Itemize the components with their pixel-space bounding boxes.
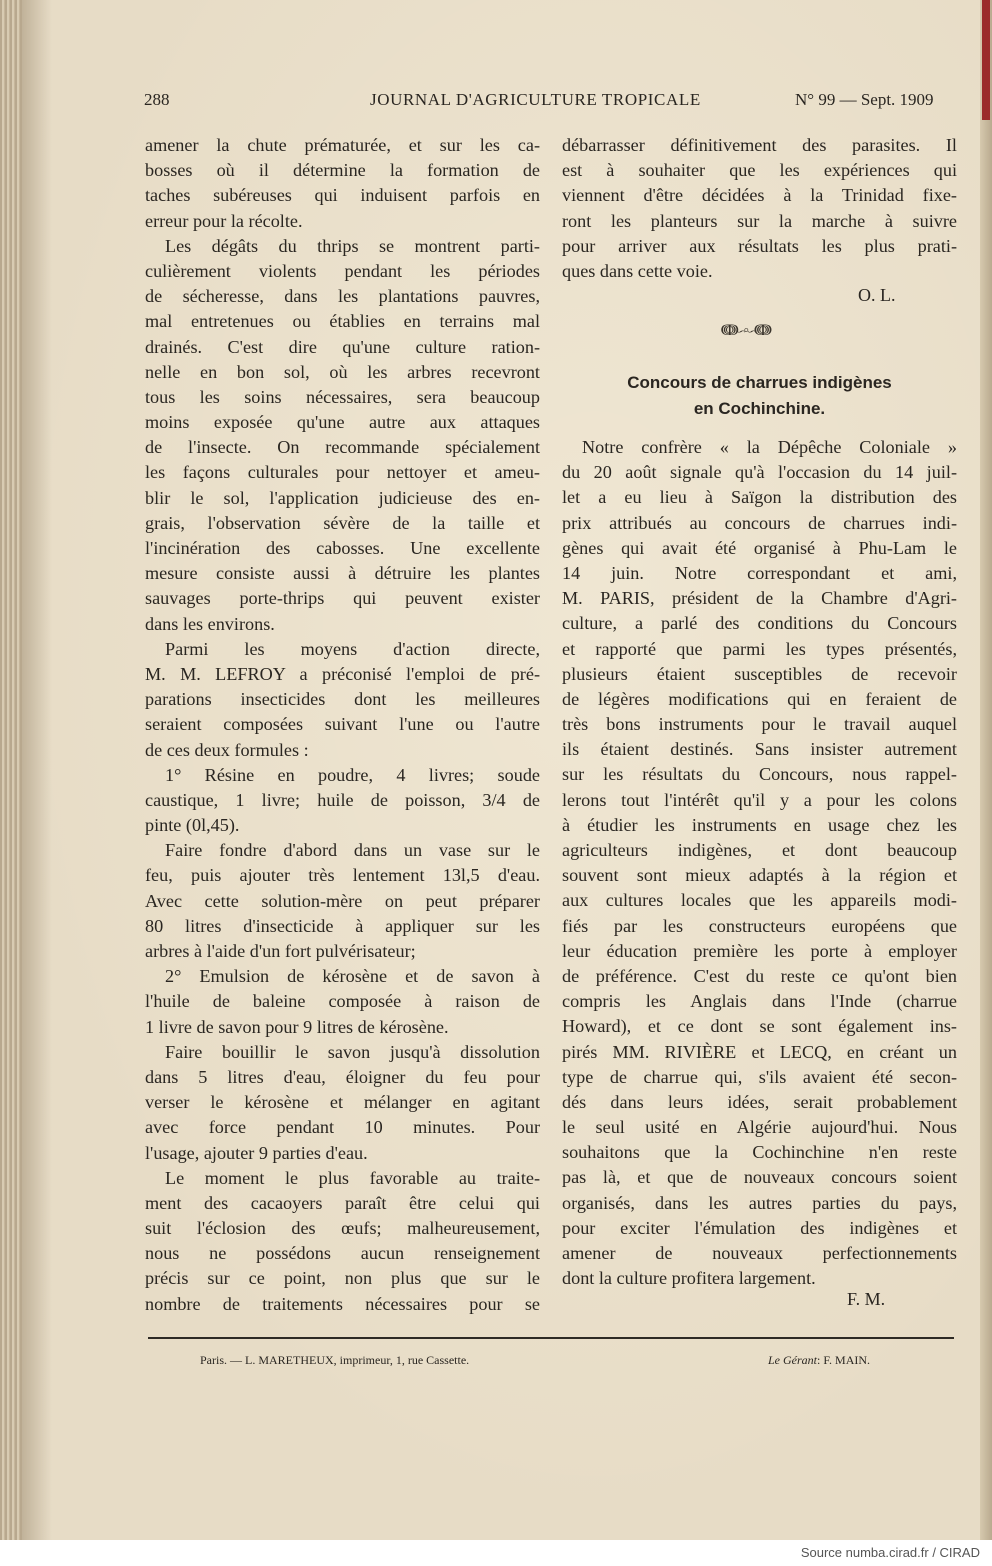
paragraph (145, 763, 540, 839)
source-credit: Source numba.cirad.fr / CIRAD (800, 1545, 980, 1560)
text-line: arbres à l'aide d'un fort pulvérisateur; (145, 941, 416, 961)
text-line: pinte (0l,45). (145, 815, 240, 836)
text-line: viennent d'être décidées à la Trinidad fixe- (562, 185, 957, 206)
paragraph (145, 964, 540, 1040)
text-line: ques dans cette voie. (562, 260, 713, 281)
manager-label: Le Gérant (768, 1353, 817, 1367)
text-line: de sécheresse, dans les plantations pauvres, (145, 286, 540, 307)
text-line: plusieurs étaient susceptibles de recevoir (562, 663, 957, 684)
ornament-divider: ↈ∽◦∽ↈ (721, 322, 770, 339)
text-line: Faire fondre d'abord dans un vase sur le (165, 840, 540, 861)
text-line: de ces deux formules : (145, 739, 309, 760)
text-line: dont la culture profitera largement. (562, 1268, 816, 1289)
text-line: dans les environs. (145, 613, 275, 634)
text-line: compris les Anglais dans l'Inde (charrue (562, 991, 957, 1012)
text-line: parations insecticides dont les meilleures (145, 689, 540, 710)
text-line: du 20 août signale qu'à l'occasion du 14 juil- (562, 462, 957, 483)
text-line: nelle en bon sol, où les arbres recevront (145, 361, 540, 382)
paragraph (145, 1040, 540, 1166)
page-number: 288 (144, 90, 170, 109)
text-line: organisés, dans les autres parties du pays, (562, 1192, 957, 1213)
text-line: aux cultures locales que les appareils modi- (562, 890, 957, 911)
heading-line-2: en Cochinchine. (693, 399, 826, 418)
text-line: avec force pendant 10 minutes. Pour (145, 1117, 540, 1138)
text-line: très bons instruments pour le travail auquel (562, 714, 957, 735)
text-line: pas là, et que de nouveaux concours soient (562, 1167, 957, 1188)
text-line: débarrasser définitivement des parasites. Il (562, 135, 957, 155)
text-line: let a eu lieu à Saïgon la distribution des (562, 487, 957, 508)
text-line: sauvages porte-thrips qui peuvent exister (145, 588, 540, 609)
text-line: les façons culturales pour nettoyer et ameu- (145, 462, 540, 483)
text-line: est à souhaiter que les expériences qui (562, 160, 957, 181)
text-line: seraient composées suivant l'une ou l'autre (145, 714, 540, 735)
printer-imprint: Paris. — L. MARETHEUX, imprimeur, 1, rue Cassette. (200, 1353, 470, 1367)
text-line: Faire bouillir le savon jusqu'à dissolution (165, 1041, 540, 1062)
text-line: souhaitons que la Cochinchine n'en reste (562, 1142, 957, 1163)
text-line: 80 litres d'insecticide à appliquer sur les (145, 915, 540, 936)
text-line: de l'insecte. On recommande spécialement (145, 437, 540, 458)
text-line: drainés. C'est dire qu'une culture ration- (145, 336, 540, 357)
text-line: tous les soins nécessaires, sera beaucoup (145, 386, 540, 407)
text-line: 1 livre de savon pour 9 litres de kérosène. (145, 1016, 449, 1037)
text-line: amener la chute prématurée, et sur les ca- (145, 135, 540, 155)
manager-credit (768, 1353, 870, 1368)
text-line: M. PARIS, président de la Chambre d'Agri- (562, 588, 957, 609)
text-line: leur éducation première les porte à employer (562, 940, 957, 961)
text-line: 14 juin. Notre correspondant et ami, (562, 562, 957, 583)
paragraph (562, 133, 957, 284)
signature-ol: O. L. (858, 285, 896, 305)
text-line: M. M. LEFROY a préconisé l'emploi de pré- (145, 663, 540, 684)
text-line: type de charrue qui, s'ils avaient été secon- (562, 1066, 957, 1087)
footer-rule (148, 1337, 954, 1339)
text-line: Le moment le plus favorable au traite- (165, 1167, 540, 1188)
binding-shadow (22, 0, 52, 1540)
paragraph (145, 234, 540, 637)
text-line: le seul usité en Algérie aujourd'hui. Nous (562, 1117, 957, 1138)
text-line: ront les planteurs sur la marche à suivre (562, 210, 957, 231)
text-line: grais, l'observation sévère de la taille et (145, 512, 540, 533)
text-line: nombre de traitements nécessaires pour se (145, 1293, 540, 1314)
text-line: Howard), et ce dont se sont également ins- (562, 1016, 957, 1037)
heading-line-1: Concours de charrues indigènes (627, 373, 892, 392)
right-column-continuation (562, 133, 957, 284)
text-line: pour arriver aux résultats les plus prati- (562, 235, 957, 256)
text-line: sur les résultats du Concours, nous rappel- (562, 764, 957, 785)
text-line: suit l'éclosion des œufs; malheureusement, (145, 1218, 540, 1239)
text-line: mesure consiste aussi à détruire les plantes (145, 563, 540, 584)
text-line: moins exposée qu'une autre aux attaques (145, 412, 540, 433)
text-line: culièrement violents pendant les périodes (145, 260, 540, 281)
text-line: l'huile de baleine composée à raison de (145, 991, 540, 1012)
text-line: ment des cacaoyers paraît être celui qui (145, 1192, 540, 1213)
text-line: pour exciter l'émulation des indigènes et (562, 1217, 957, 1238)
text-line: souvent sont mieux adaptés à la région et (562, 865, 957, 886)
text-line: dans 5 litres d'eau, éloigner du feu pour (145, 1066, 540, 1087)
text-line: verser le kérosène et mélanger en agitant (145, 1092, 540, 1113)
text-line: mal entretenues ou établies en terrains mal (145, 311, 540, 332)
text-line: nous ne possédons aucun renseignement (145, 1243, 540, 1264)
paragraph (145, 1166, 540, 1317)
text-line: ils étaient destinés. Sans insister autrement (562, 739, 957, 760)
text-line: taches subéreuses qui induisent parfois en (145, 185, 540, 206)
text-line: de préférence. C'est du reste ce qu'ont bien (562, 965, 957, 986)
issue-label: N° 99 — Sept. 1909 (795, 90, 934, 109)
text-line: culture, a parlé des conditions du Concours (562, 613, 957, 634)
book-binding-edge (0, 0, 22, 1540)
running-title: JOURNAL D'AGRICULTURE TROPICALE (370, 90, 701, 109)
signature-fm: F. M. (847, 1289, 886, 1309)
text-line: prix attribués au concours de charrues indi- (562, 512, 957, 533)
text-line: bosses où il détermine la formation de (145, 160, 540, 181)
manager-name: : F. MAIN. (817, 1353, 871, 1367)
text-line: Avec cette solution-mère on peut préparer (145, 890, 540, 911)
paragraph (145, 838, 540, 964)
article-body (562, 435, 957, 1291)
paragraph (562, 435, 957, 1291)
left-column (145, 133, 540, 1317)
text-line: à étudier les instruments en usage chez les (562, 814, 957, 835)
text-line: 1° Résine en poudre, 4 livres; soude (165, 764, 540, 785)
text-line: l'incinération des cabosses. Une excellente (145, 538, 540, 558)
text-line: caustique, 1 livre; huile de poisson, 3/4 de (145, 789, 540, 810)
text-line: pirés MM. RIVIÈRE et LECQ, en créant un (562, 1041, 957, 1062)
red-bookmark-strip (982, 0, 990, 120)
text-line: gènes qui avait été organisé à Phu-Lam le (562, 537, 957, 558)
text-line: blir le sol, l'application judicieuse des en- (145, 487, 540, 508)
text-line: et rapporté que parmi les types présentés, (562, 638, 957, 659)
page-right-edge (980, 0, 992, 1540)
text-line: précis sur ce point, non plus que sur le (145, 1268, 540, 1289)
text-line: Parmi les moyens d'action directe, (165, 638, 540, 659)
paragraph (145, 637, 540, 763)
paragraph (145, 133, 540, 234)
text-line: 2° Emulsion de kérosène et de savon à (165, 966, 540, 987)
text-line: Notre confrère « la Dépêche Coloniale » (582, 437, 957, 457)
text-line: l'usage, ajouter 9 parties d'eau. (145, 1142, 368, 1163)
text-line: amener de nouveaux perfectionnements (562, 1243, 957, 1263)
text-line: dés dans leurs idées, serait probablement (562, 1091, 957, 1112)
text-line: fiés par les constructeurs européens que (562, 915, 957, 936)
text-line: agriculteurs indigènes, et dont beaucoup (562, 840, 957, 860)
text-line: Les dégâts du thrips se montrent parti- (165, 235, 540, 256)
article-heading (562, 370, 957, 422)
text-line: feu, puis ajouter très lentement 13l,5 d'eau. (145, 865, 540, 886)
text-line: erreur pour la récolte. (145, 210, 303, 231)
text-line: de légères modifications qui en feraient de (562, 688, 957, 709)
text-line: lerons tout l'intérêt qu'il y a pour les colons (562, 789, 957, 810)
